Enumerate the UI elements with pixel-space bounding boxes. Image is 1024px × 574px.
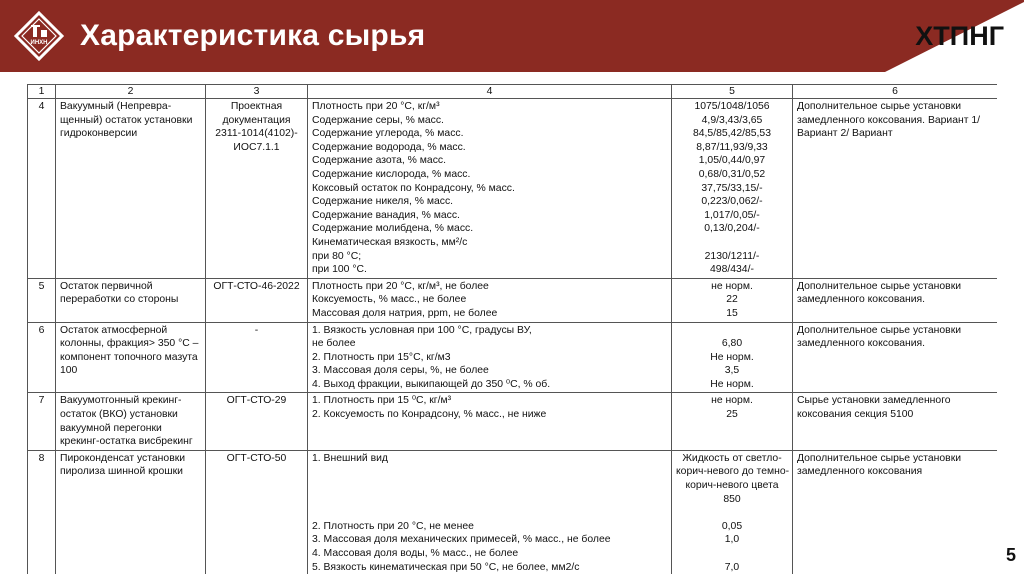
parameter-line: 5. Вязкость кинематическая при 50 °С, не более, мм2/с [312, 561, 580, 573]
value-line [676, 506, 788, 520]
value-line: 1,017/0,05/- [704, 209, 760, 221]
parameter-line: 2. Плотность при 15°С, кг/м3 [312, 351, 451, 363]
value-line: 0,223/0,062/- [701, 196, 763, 208]
parameter-line: Коксовый остаток по Конрадсону, % масс. [312, 182, 515, 194]
column-header: 1 [28, 85, 56, 99]
note-cell: Дополнительное сырье установки замедленного коксования [793, 450, 998, 574]
column-header: 6 [793, 85, 998, 99]
value-line: Жидкость от светло- [682, 452, 782, 464]
row-number-cell: 5 [28, 278, 56, 322]
parameter-line: 3. Массовая доля серы, %, не более [312, 365, 489, 377]
parameter-line: Содержание молибдена, % масс. [312, 223, 474, 235]
row-number-cell: 8 [28, 450, 56, 574]
parameter-line: Плотность при 20 °С, кг/м³, не более [312, 280, 489, 292]
value-line: 2130/1211/- [704, 250, 760, 262]
value-line: 0,13/0,204/- [704, 223, 760, 235]
material-name-cell: Остаток первичной переработки со стороны [56, 278, 206, 322]
value-line: 25 [726, 409, 738, 421]
value-line: 8,87/11,93/9,33 [696, 141, 768, 153]
note-cell: Дополнительное сырье установки замедленного коксования. [793, 278, 998, 322]
parameter-line: 1. Внешний вид [312, 452, 388, 464]
parameter-line: при 80 °С; [312, 250, 362, 262]
parameter-line [312, 506, 667, 520]
parameter-line: 1. Вязкость условная при 100 °С, градусы ВУ, [312, 324, 532, 336]
value-line: 850 [723, 493, 741, 505]
document-cell: ОГТ-СТО-50 [206, 450, 308, 574]
values-cell [672, 99, 793, 279]
material-name-cell: Остаток атмосферной колонны, фракция> 350 °С – компонент топочного мазута 100 [56, 322, 206, 393]
header-band [0, 0, 1024, 78]
parameter-line: Плотность при 20 °С, кг/м³ [312, 101, 440, 112]
material-name-cell: Вакуумотгонный крекинг-остаток (ВКО) установки вакуумной перегонки крекинг-остатка висбрекинг [56, 393, 206, 450]
value-line: Не норм. [710, 378, 754, 390]
document-cell: ОГТ-СТО-46-2022 [206, 278, 308, 322]
parameter-line: Содержание ванадия, % масс. [312, 209, 460, 221]
value-line: 4,9/3,43/3,65 [701, 114, 763, 126]
table-row [28, 322, 998, 393]
note-cell: Сырье установки замедленного коксования секция 5100 [793, 393, 998, 450]
table-row [28, 393, 998, 450]
value-line [676, 236, 788, 250]
column-header: 4 [308, 85, 672, 99]
parameter-line: при 100 °С. [312, 264, 367, 276]
parameter-line: Коксуемость, % масс., не более [312, 294, 467, 306]
column-header: 2 [56, 85, 206, 99]
parameter-line [312, 465, 667, 479]
parameter-line: 2. Плотность при 20 °С, не менее [312, 520, 474, 532]
value-line: не норм. [711, 395, 753, 407]
column-number-row [28, 85, 998, 99]
value-line: 498/434/- [710, 264, 754, 276]
parameter-line: не более [312, 338, 356, 350]
value-line: 6,80 [721, 338, 743, 350]
value-line: Не норм. [710, 351, 754, 363]
value-line: 84,5/85,42/85,53 [692, 128, 771, 140]
value-line: 1,0 [724, 534, 740, 546]
table-container [27, 84, 997, 574]
note-cell: Дополнительное сырье установки замедленного коксования. [793, 322, 998, 393]
value-line [676, 547, 788, 561]
parameter-line: Содержание никеля, % масс. [312, 196, 454, 208]
parameters-cell [308, 322, 672, 393]
column-header: 5 [672, 85, 793, 99]
parameters-cell [308, 393, 672, 450]
row-number-cell: 4 [28, 99, 56, 279]
page-title: Характеристика сырья [80, 19, 426, 52]
parameter-line: 4. Массовая доля воды, % масс., не более [312, 548, 519, 559]
page-number: 5 [1005, 545, 1016, 565]
value-line: 7,0 [724, 561, 740, 573]
material-name-cell: Пироконденсат установки пиролиза шинной крошки [56, 450, 206, 574]
table-row [28, 278, 998, 322]
parameter-line: Кинематическая вязкость, мм²/с [312, 236, 468, 248]
parameter-line: Содержание азота, % масс. [312, 155, 446, 167]
company-logo [14, 11, 64, 61]
parameter-line [312, 493, 667, 507]
parameters-cell [308, 99, 672, 279]
value-line: 15 [726, 307, 738, 319]
raw-material-table [27, 84, 997, 574]
parameter-line: 2. Коксуемость по Конрадсону, % масс., не ниже [312, 409, 547, 421]
values-cell [672, 393, 793, 450]
document-cell: Проектная документация 2311-1014(4102)-ИОС7.1.1 [206, 99, 308, 279]
logo-text: ИНХН [30, 40, 48, 46]
value-line: корич-невого до темно- [676, 466, 790, 478]
document-cell: ОГТ-СТО-29 [206, 393, 308, 450]
parameter-line: 4. Выход фракции, выкипающей до 350 ⁰С, % об. [312, 378, 551, 390]
value-line: не норм. [711, 280, 753, 292]
value-line: 1075/1048/1056 [694, 101, 770, 112]
values-cell [672, 450, 793, 574]
parameters-cell [308, 450, 672, 574]
parameter-line: Содержание кислорода, % масс. [312, 168, 471, 180]
value-line: 1,05/0,44/0,97 [698, 155, 766, 167]
value-line: 3,5 [724, 365, 740, 377]
table-row [28, 450, 998, 574]
value-line: корич-невого цвета [685, 480, 779, 492]
parameter-line: Массовая доля натрия, ppm, не более [312, 307, 498, 319]
row-number-cell: 6 [28, 322, 56, 393]
parameter-line [312, 479, 667, 493]
values-cell [672, 278, 793, 322]
value-line: 37,75/33,15/- [701, 182, 763, 194]
material-name-cell: Вакуумный (Непревра-щенный) остаток установки гидроконверсии [56, 99, 206, 279]
parameter-line: 3. Массовая доля механических примесей, % масс., не более [312, 534, 611, 546]
parameter-line: Содержание углерода, % масс. [312, 128, 464, 140]
value-line: 22 [726, 294, 738, 306]
note-cell: Дополнительное сырье установки замедленного коксования. Вариант 1/Вариант 2/ Вариант [793, 99, 998, 279]
values-cell [672, 322, 793, 393]
parameter-line: Содержание водорода, % масс. [312, 141, 466, 153]
parameters-cell [308, 278, 672, 322]
value-line [676, 324, 788, 338]
value-line: 0,05 [721, 520, 743, 532]
row-number-cell: 7 [28, 393, 56, 450]
parameter-line: Содержание серы, % масс. [312, 114, 444, 126]
document-cell: - [206, 322, 308, 393]
table-row [28, 99, 998, 279]
parameter-line: 1. Плотность при 15 ⁰С, кг/м³ [312, 395, 452, 407]
column-header: 3 [206, 85, 308, 99]
value-line: 0,68/0,31/0,52 [698, 168, 766, 180]
brand-label: ХТПНГ [915, 21, 1004, 51]
